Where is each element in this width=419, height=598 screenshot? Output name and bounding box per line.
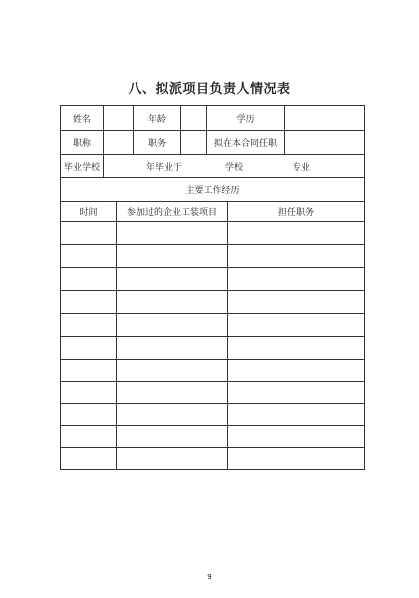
role-cell[interactable] xyxy=(228,245,364,267)
major-text: 专业 xyxy=(291,162,310,173)
time-cell[interactable] xyxy=(61,314,117,336)
graduation-year-text: 年毕业于 xyxy=(145,162,182,173)
role-cell[interactable] xyxy=(228,426,364,447)
role-cell[interactable] xyxy=(228,337,364,359)
table-row xyxy=(61,291,364,314)
table-row xyxy=(61,426,364,448)
age-value-cell[interactable] xyxy=(181,106,207,130)
age-label: 年龄 xyxy=(134,106,181,130)
role-cell[interactable] xyxy=(228,448,364,469)
time-cell[interactable] xyxy=(61,448,117,469)
role-cell[interactable] xyxy=(228,404,364,425)
project-cell[interactable] xyxy=(117,314,228,336)
table-row xyxy=(61,382,364,404)
table-row xyxy=(61,314,364,337)
position-value-cell[interactable] xyxy=(181,131,207,154)
project-cell[interactable] xyxy=(117,337,228,359)
name-label: 姓名 xyxy=(61,106,104,130)
time-cell[interactable] xyxy=(61,404,117,425)
project-cell[interactable] xyxy=(117,360,228,381)
project-cell[interactable] xyxy=(117,404,228,425)
time-cell[interactable] xyxy=(61,222,117,244)
role-cell[interactable] xyxy=(228,360,364,381)
experience-section-row xyxy=(61,178,364,202)
experience-section-title: 主要工作经历 xyxy=(185,186,240,196)
project-cell[interactable] xyxy=(117,426,228,447)
project-cell[interactable] xyxy=(117,291,228,313)
header-projects: 参加过的企业工装项目 xyxy=(117,202,228,221)
header-time: 时间 xyxy=(61,202,117,221)
time-cell[interactable] xyxy=(61,245,117,267)
time-cell[interactable] xyxy=(61,337,117,359)
project-cell[interactable] xyxy=(117,268,228,290)
table-row xyxy=(61,245,364,268)
name-value-cell[interactable] xyxy=(104,106,134,130)
header-role: 担任职务 xyxy=(277,208,314,218)
role-cell[interactable] xyxy=(228,382,364,403)
title-value-cell[interactable] xyxy=(104,131,134,154)
time-cell[interactable] xyxy=(61,382,117,403)
project-manager-form xyxy=(60,105,365,470)
project-cell[interactable] xyxy=(117,245,228,267)
table-row xyxy=(61,404,364,426)
project-cell[interactable] xyxy=(117,382,228,403)
project-cell[interactable] xyxy=(117,222,228,244)
page-title: 八、拟派项目负责人情况表 xyxy=(128,82,291,97)
position-label: 职务 xyxy=(134,131,181,154)
role-cell[interactable] xyxy=(228,222,364,244)
title-label: 职称 xyxy=(61,131,104,154)
experience-header-row xyxy=(61,202,364,222)
role-cell[interactable] xyxy=(228,314,364,336)
contract-role-value-cell[interactable] xyxy=(285,131,364,154)
info-row-1 xyxy=(61,106,364,131)
education-label: 学历 xyxy=(207,106,285,130)
table-row xyxy=(61,448,364,469)
school-text: 学校 xyxy=(224,162,243,173)
time-cell[interactable] xyxy=(61,291,117,313)
project-cell[interactable] xyxy=(117,448,228,469)
education-value-cell[interactable] xyxy=(285,106,364,130)
table-row xyxy=(61,360,364,382)
contract-role-label: 拟在本合同任职 xyxy=(207,131,285,154)
table-row xyxy=(61,268,364,291)
time-cell[interactable] xyxy=(61,360,117,381)
page-number: 9 xyxy=(207,573,212,581)
info-row-2 xyxy=(61,131,364,155)
time-cell[interactable] xyxy=(61,426,117,447)
role-cell[interactable] xyxy=(228,268,364,290)
role-cell[interactable] xyxy=(228,291,364,313)
school-label: 毕业学校 xyxy=(61,155,104,177)
info-row-3 xyxy=(61,155,364,178)
table-row xyxy=(61,222,364,245)
table-row xyxy=(61,337,364,360)
time-cell[interactable] xyxy=(61,268,117,290)
